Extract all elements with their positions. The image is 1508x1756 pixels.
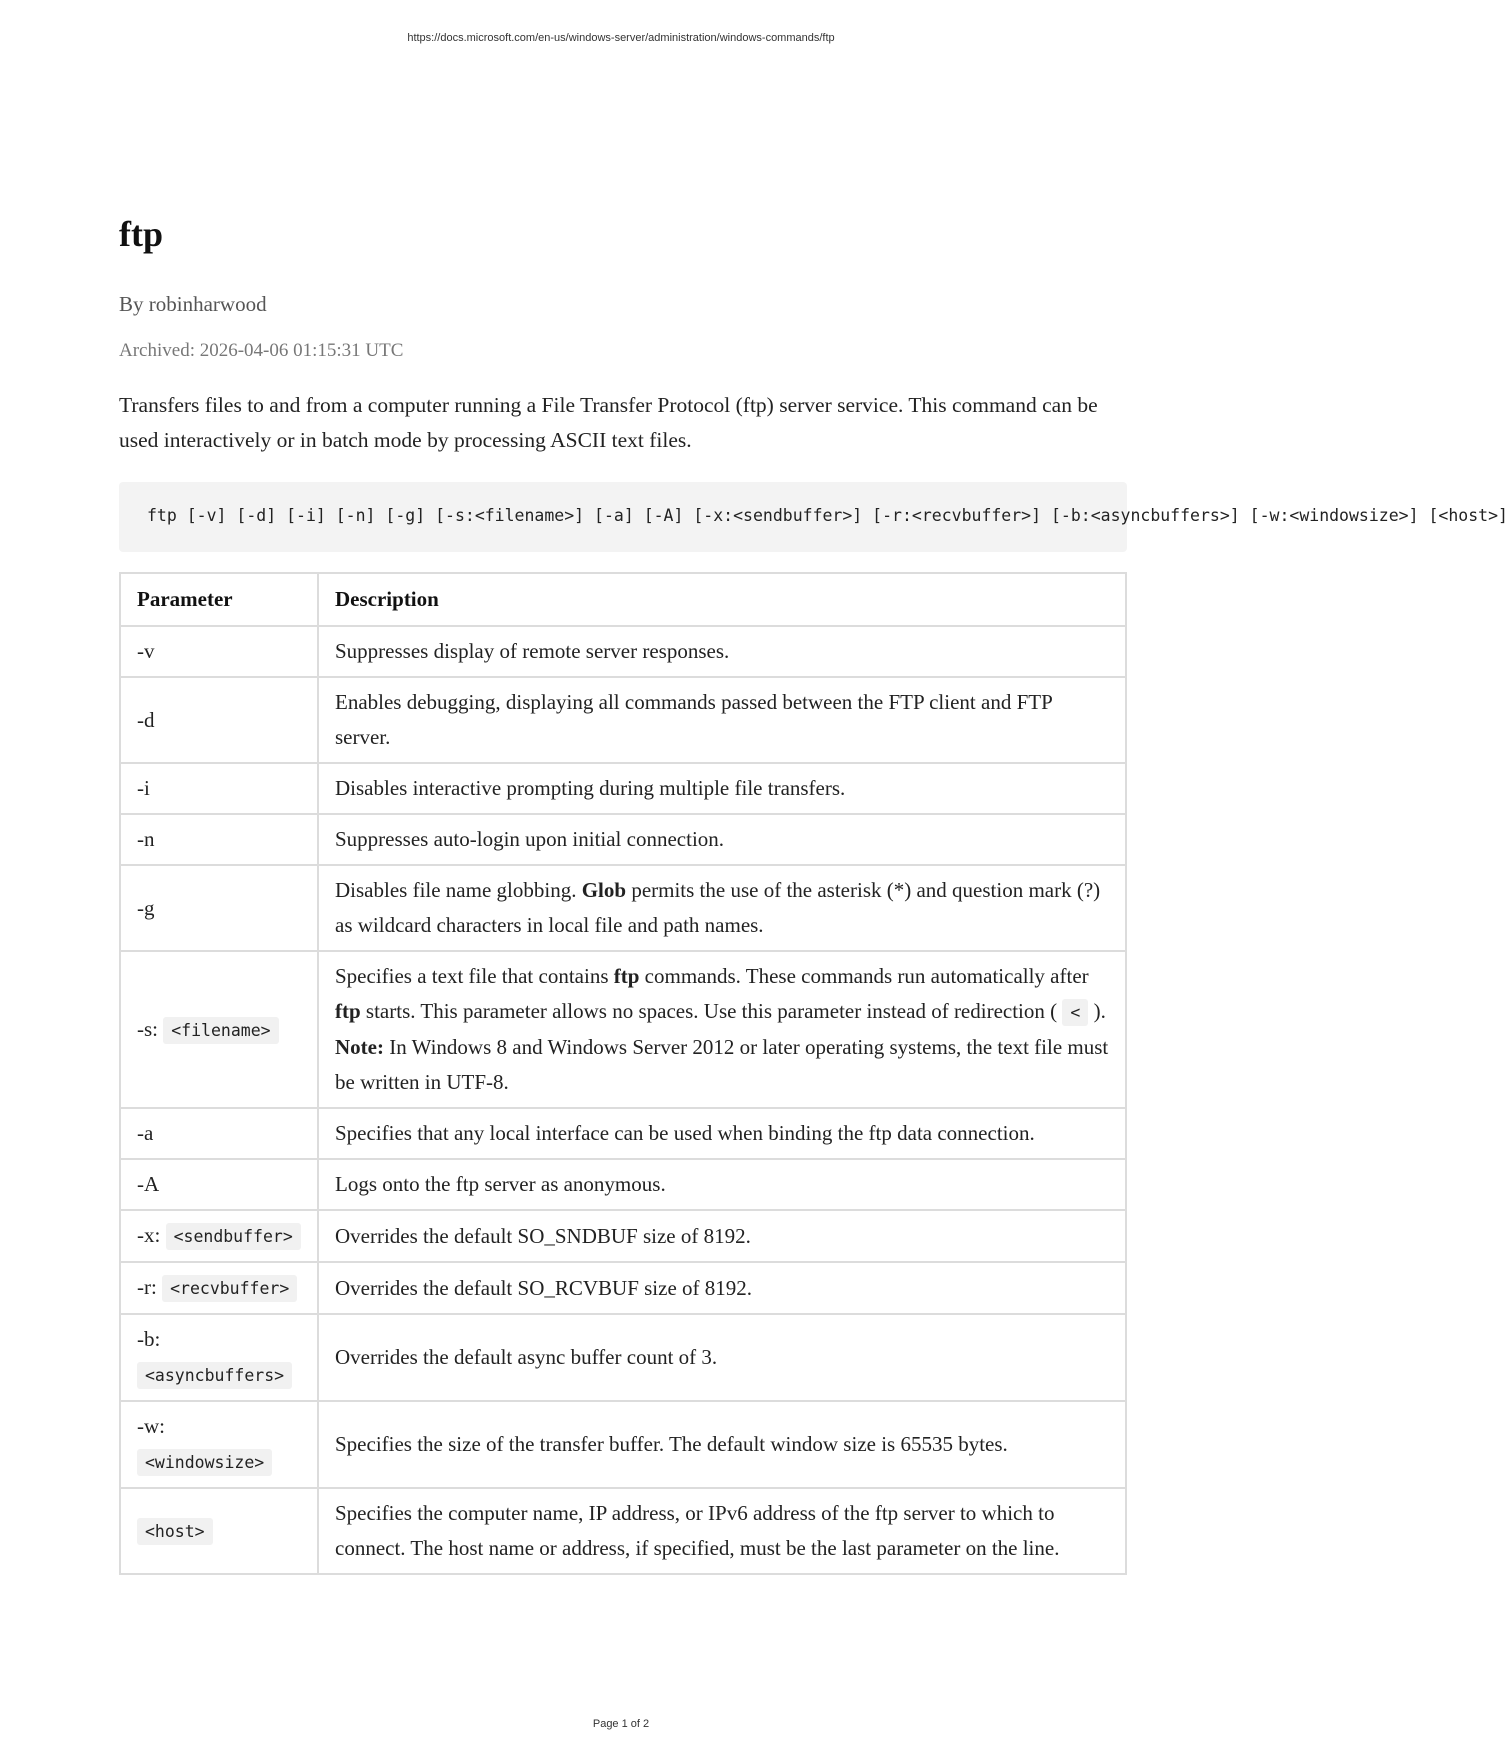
desc-cell: Disables interactive prompting during multiple file transfers. bbox=[318, 763, 1126, 814]
param-prefix: -w: bbox=[137, 1414, 165, 1438]
syntax-code: ftp [-v] [-d] [-i] [-n] [-g] [-s:<filename>] [-a] [-A] [-x:<sendbuffer>] [-r:<recvbuffer>] [-b:<asyncbuffers>] [-w:<windowsize>] [<host>] bbox=[147, 506, 1508, 525]
param-cell: -v bbox=[120, 626, 318, 677]
param-cell: -d bbox=[120, 677, 318, 763]
desc-cell: Overrides the default SO_SNDBUF size of 8192. bbox=[318, 1210, 1126, 1262]
header-parameter: Parameter bbox=[120, 573, 318, 626]
table-header-row bbox=[120, 573, 1126, 626]
param-cell: -n bbox=[120, 814, 318, 865]
param-cell bbox=[120, 1488, 318, 1574]
article bbox=[119, 208, 1508, 1575]
desc-text: ). bbox=[1093, 999, 1106, 1023]
page-number: Page 1 of 2 bbox=[592, 1718, 650, 1730]
desc-cell: Specifies the computer name, IP address, or IPv6 address of the ftp server to which to connect. The host name or address, if specified, must be the last parameter on the line. bbox=[318, 1488, 1126, 1574]
param-prefix: -r: bbox=[137, 1275, 157, 1299]
desc-text: Disables file name globbing. bbox=[335, 878, 582, 902]
table-row bbox=[120, 1488, 1126, 1574]
desc-cell: Specifies that any local interface can be used when binding the ftp data connection. bbox=[318, 1108, 1126, 1159]
desc-cell: Suppresses display of remote server responses. bbox=[318, 626, 1126, 677]
table-row bbox=[120, 1108, 1126, 1159]
table-row bbox=[120, 1159, 1126, 1210]
param-cell bbox=[120, 1314, 318, 1401]
table-row bbox=[120, 951, 1126, 1108]
desc-bold: ftp bbox=[613, 964, 640, 988]
desc-text: permits the use of the asterisk (*) and question mark (?) as wildcard characters in local file and path names. bbox=[335, 878, 1101, 937]
param-cell bbox=[120, 1401, 318, 1488]
desc-text: In Windows 8 and Windows Server 2012 or later operating systems, the text file must be written in UTF-8. bbox=[335, 1035, 1109, 1094]
param-code: <recvbuffer> bbox=[162, 1275, 297, 1302]
desc-code: < bbox=[1062, 999, 1088, 1026]
desc-cell bbox=[318, 865, 1126, 951]
desc-cell: Enables debugging, displaying all commands passed between the FTP client and FTP server. bbox=[318, 677, 1126, 763]
param-cell: -A bbox=[120, 1159, 318, 1210]
desc-text: commands. These commands run automatically after bbox=[639, 964, 1089, 988]
table-row bbox=[120, 814, 1126, 865]
desc-text: starts. This parameter allows no spaces. Use this parameter instead of redirection ( bbox=[360, 999, 1058, 1023]
param-code: <sendbuffer> bbox=[166, 1223, 301, 1250]
table-row bbox=[120, 865, 1126, 951]
param-code: <filename> bbox=[163, 1017, 278, 1044]
param-code: <asyncbuffers> bbox=[137, 1362, 292, 1389]
param-cell: -g bbox=[120, 865, 318, 951]
header-description: Description bbox=[318, 573, 1126, 626]
desc-bold: ftp bbox=[335, 999, 361, 1023]
desc-cell: Overrides the default async buffer count of 3. bbox=[318, 1314, 1126, 1401]
intro-paragraph: Transfers files to and from a computer running a File Transfer Protocol (ftp) server service. This command can be used interactively or in batch mode by processing ASCII text files. bbox=[119, 393, 1098, 452]
desc-bold: Glob bbox=[581, 878, 627, 902]
param-code: <host> bbox=[137, 1518, 213, 1545]
param-cell: -a bbox=[120, 1108, 318, 1159]
syntax-code-block[interactable] bbox=[119, 482, 1508, 552]
param-prefix: -s: bbox=[137, 1016, 158, 1041]
table-row bbox=[120, 1401, 1126, 1488]
param-prefix: -x: bbox=[137, 1223, 161, 1247]
table-row bbox=[120, 626, 1126, 677]
desc-cell: Specifies the size of the transfer buffer. The default window size is 65535 bytes. bbox=[318, 1401, 1126, 1488]
desc-cell: Overrides the default SO_RCVBUF size of 8192. bbox=[318, 1262, 1126, 1314]
desc-cell: Logs onto the ftp server as anonymous. bbox=[318, 1159, 1126, 1210]
table-row bbox=[120, 1314, 1126, 1401]
desc-cell: Suppresses auto-login upon initial connection. bbox=[318, 814, 1126, 865]
param-cell bbox=[120, 1262, 318, 1314]
desc-text: Specifies a text file that contains bbox=[335, 964, 614, 988]
desc-note-label: Note: bbox=[335, 1035, 384, 1059]
parameters-table bbox=[119, 572, 1127, 1575]
param-cell bbox=[120, 1210, 318, 1262]
param-cell bbox=[120, 951, 318, 1108]
param-code: <windowsize> bbox=[137, 1449, 272, 1476]
archived-timestamp: Archived: 2026-04-06 01:15:31 UTC bbox=[119, 340, 404, 361]
table-row bbox=[120, 1262, 1126, 1314]
page-title: ftp bbox=[119, 214, 163, 254]
table-row bbox=[120, 763, 1126, 814]
byline: By robinharwood bbox=[119, 292, 267, 316]
page-url: https://docs.microsoft.com/en-us/windows-server/administration/windows-commands/ftp bbox=[407, 32, 835, 44]
param-prefix: -b: bbox=[137, 1327, 161, 1351]
param-cell: -i bbox=[120, 763, 318, 814]
table-row bbox=[120, 1210, 1126, 1262]
table-row bbox=[120, 677, 1126, 763]
desc-cell bbox=[318, 951, 1126, 1108]
